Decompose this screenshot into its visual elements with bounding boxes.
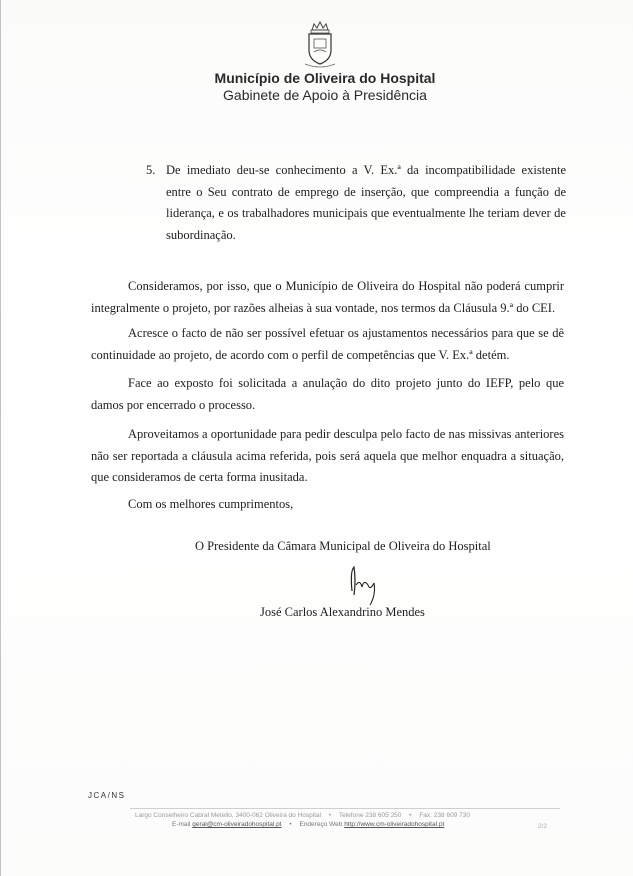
office-name: Gabinete de Apoio à Presidência [223, 87, 427, 103]
separator-dot: • [289, 821, 292, 828]
handwritten-signature [340, 561, 390, 607]
fax-label: Fax [419, 812, 431, 819]
item-text: De imediato deu-se conhecimento a V. Ex.ª da incompatibilidade existente entre o Seu contrato de emprego de inserção, que compreendia a função de liderança, e os trabalhadores municipais que eventualmente lhe teriam dever de subordinação. [166, 163, 566, 242]
footer-contact-line [172, 821, 444, 828]
scan-edge [0, 0, 1, 876]
footer-address-line: Largo Conselheiro Cabral Metello, 3400-062 Oliveira do Hospital • Telefone 238 605 250 • Fax: 238 609 730 [135, 812, 470, 819]
phone-number: 238 605 250 [365, 812, 402, 819]
signatory-title: O Presidente da Câmara Municipal de Oliveira do Hospital [195, 539, 491, 553]
web-link[interactable]: http://www.cm-oliveiradohospital.pt [344, 821, 445, 828]
footer-address: Largo Conselheiro Cabral Metello, 3400-062 Oliveira do Hospital [135, 812, 322, 819]
paragraph: Consideramos, por isso, que o Município de Oliveira do Hospital não poderá cumprir integralmente o projeto, por razões alheias à sua vontade, nos termos da Cláusula 9.ª do CEI. [91, 279, 564, 315]
signatory-name: José Carlos Alexandrino Mendes [260, 605, 425, 619]
separator-dot: • [409, 812, 412, 819]
fax-number: 238 609 730 [433, 812, 470, 819]
page-number: 2/2 [538, 823, 548, 830]
municipality-name: Município de Oliveira do Hospital [214, 70, 436, 86]
paragraph: Face ao exposto foi solicitada a anulação do dito projeto junto do IEFP, pelo que damos por encerrado o processo. [91, 376, 564, 412]
numbered-item [146, 160, 566, 246]
reference-initials: JCA/NS [88, 791, 126, 800]
email-link[interactable]: geral@cm-oliveiradohospital.pt [192, 821, 282, 828]
footer-divider [130, 808, 560, 809]
paragraph: Aproveitamos a oportunidade para pedir desculpa pelo facto de nas missivas anteriores não ser reportada a cláusula acima referida, pois será aquela que melhor enquadra a situação, que consideramos de certa forma inusitada. [91, 427, 564, 484]
coat-of-arms-icon [302, 20, 338, 70]
separator-dot: • [328, 812, 332, 819]
phone-label: Telefone [338, 812, 364, 819]
web-label: Endereço Web [299, 821, 343, 828]
email-label: E-mail [172, 821, 191, 828]
paragraph: Acresce o facto de não ser possível efetuar os ajustamentos necessários para que se dê continuidade ao projeto, de acordo com o perfil de competências que V. Ex.ª detém. [91, 326, 564, 362]
item-number: 5. [146, 163, 156, 177]
greeting: Com os melhores cumprimentos, [128, 497, 294, 511]
